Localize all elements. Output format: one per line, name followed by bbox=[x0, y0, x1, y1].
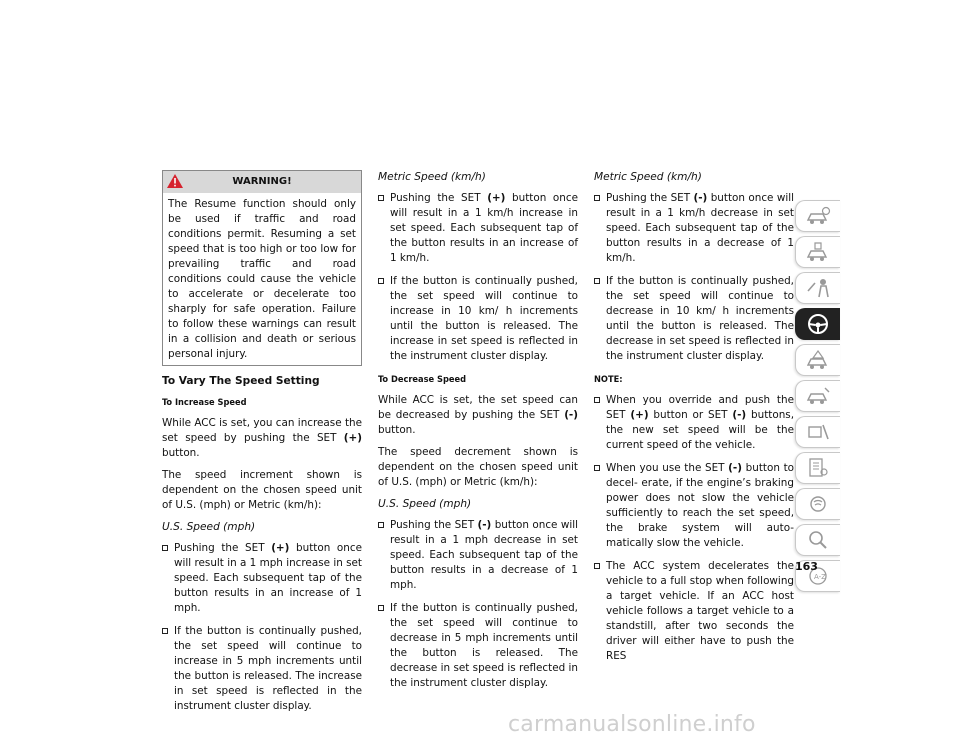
watermark: carmanualsonline.info bbox=[508, 712, 756, 737]
tab-emergency[interactable] bbox=[795, 380, 840, 412]
tab-seatbelt[interactable] bbox=[795, 272, 840, 304]
tab-multimedia[interactable] bbox=[795, 488, 840, 520]
list-item: If the button is continually pushed, the set speed will continue to decrease in 5 mph increments until the button is released. The decrease in set speed is reflected in the instrument cluster display. bbox=[378, 601, 578, 691]
decrease-intro: While ACC is set, the set speed can be decreased by pushing the SET (-) button. bbox=[378, 394, 578, 436]
column-1 bbox=[162, 170, 362, 722]
us-speed-label: U.S. Speed (mph) bbox=[162, 521, 256, 533]
warning-title: WARNING! bbox=[232, 176, 292, 187]
tab-warning-car[interactable] bbox=[795, 344, 840, 376]
list-item: Pushing the SET (+) button once will result in a 1 mph increase in set speed. Each subsequent tap of the button results in an increase of 1 mph. bbox=[162, 541, 362, 616]
tab-starting-operating[interactable] bbox=[795, 308, 840, 340]
increase-speed-heading: To Increase Speed bbox=[162, 397, 247, 408]
list-item: Pushing the SET (-) button once will result in a 1 km/h decrease in set speed. Each subsequent tap of the button results in a decrease of 1 km/h. bbox=[594, 191, 794, 266]
warning-triangle-icon bbox=[167, 174, 183, 188]
warning-box bbox=[162, 170, 362, 366]
list-item: When you use the SET (-) button to decel- erate, if the engine’s braking power does not slow the vehicle sufficiently to reach the set speed, the brake system will auto- matically slow the vehicle. bbox=[594, 461, 794, 551]
us-speed-label: U.S. Speed (mph) bbox=[378, 498, 472, 510]
search-icon bbox=[805, 529, 831, 551]
multimedia-icon bbox=[805, 493, 831, 515]
warning-text: The Resume function should only be used if traffic and road conditions permit. Resuming a set speed that is too high or too low for prevailing traffic and road conditions could cause the vehicle to accelerate or decelerate too sharply for safe operation. Failure to follow these warnings can result in a collision and death or serious personal injury. bbox=[168, 198, 356, 360]
tab-car-safety[interactable] bbox=[795, 236, 840, 268]
warning-header bbox=[163, 171, 361, 193]
increment-note: The speed increment shown is dependent on the chosen speed unit of U.S. (mph) or Metric (km/h): bbox=[162, 469, 362, 511]
maintenance-icon bbox=[805, 421, 831, 443]
list-item: Pushing the SET (-) button once will result in a 1 mph decrease in set speed. Each subsequent tap of the button results in a decrease of 1 mph. bbox=[378, 518, 578, 593]
list-item: If the button is continually pushed, the set speed will continue to increase in 5 mph increments until the button is released. The increase in set speed is reflected in the instrument cluster display. bbox=[162, 624, 362, 714]
decrement-note: The speed decrement shown is dependent on the chosen speed unit of U.S. (mph) or Metric (km/h): bbox=[378, 446, 578, 488]
tab-car-info[interactable] bbox=[795, 200, 840, 232]
list-item: Pushing the SET (+) button once will result in a 1 km/h increase in set speed. Each subsequent tap of the button results in an increase of 1 km/h. bbox=[378, 191, 578, 266]
column-3 bbox=[594, 170, 794, 672]
car-safety-icon bbox=[805, 241, 831, 263]
car-info-icon bbox=[805, 205, 831, 227]
seatbelt-icon bbox=[805, 277, 831, 299]
increase-intro: While ACC is set, you can increase the set speed by pushing the SET (+) button. bbox=[162, 417, 362, 459]
note-label: NOTE: bbox=[594, 374, 623, 385]
list-item: The ACC system decelerates the vehicle to a full stop when following a target vehicle. If an ACC host vehicle follows a target vehicle to a standstill, after two seconds the driver will either have to push the RES bbox=[594, 559, 794, 664]
svg-text:A-Z: A-Z bbox=[814, 573, 826, 581]
page-number: 163 bbox=[795, 560, 818, 573]
list-item: When you override and push the SET (+) button or SET (-) buttons, the new set speed will be the current speed of the vehicle. bbox=[594, 393, 794, 453]
column-2 bbox=[378, 170, 578, 699]
warning-car-icon bbox=[805, 349, 831, 371]
list-item: If the button is continually pushed, the set speed will continue to increase in 10 km/ h increments until the button is released. The increase in set speed is reflected in the instrument cluster display. bbox=[378, 274, 578, 364]
tab-maintenance[interactable] bbox=[795, 416, 840, 448]
metric-speed-label: Metric Speed (km/h) bbox=[594, 171, 702, 183]
car-emergency-icon bbox=[805, 385, 831, 407]
list-item: If the button is continually pushed, the set speed will continue to decrease in 10 km/ h increments until the button is released. The decrease in set speed is reflected in the instrument cluster display. bbox=[594, 274, 794, 364]
decrease-speed-heading: To Decrease Speed bbox=[378, 374, 467, 385]
metric-speed-label: Metric Speed (km/h) bbox=[378, 171, 486, 183]
tab-specifications[interactable] bbox=[795, 452, 840, 484]
tab-search[interactable] bbox=[795, 524, 840, 556]
specifications-icon bbox=[805, 457, 831, 479]
section-heading: To Vary The Speed Setting bbox=[162, 375, 320, 387]
steering-wheel-icon bbox=[805, 313, 831, 335]
chapter-tabs bbox=[795, 200, 841, 596]
